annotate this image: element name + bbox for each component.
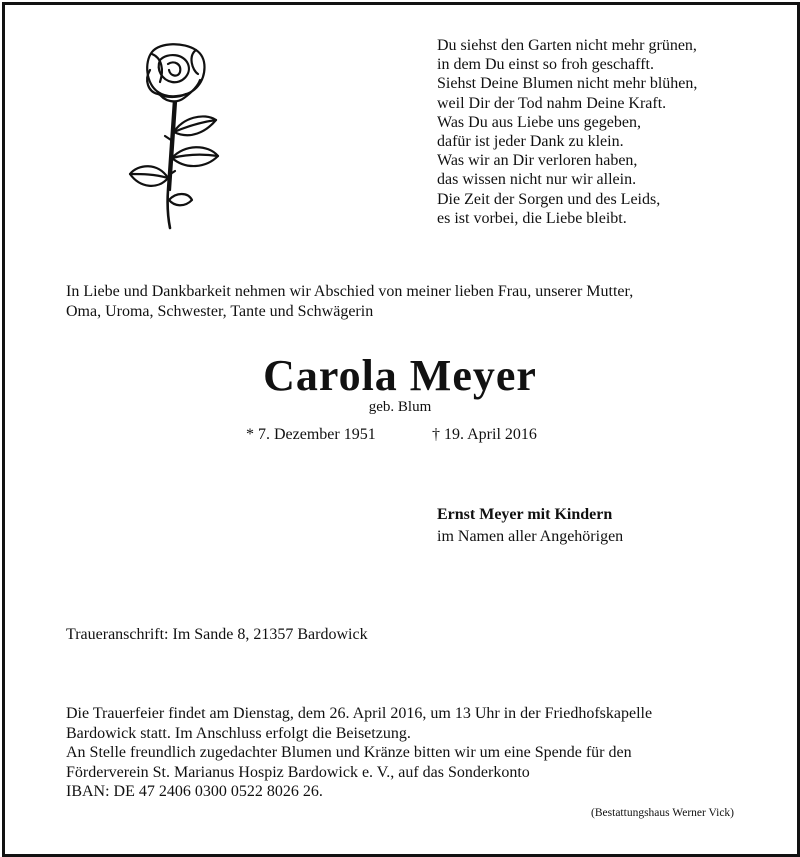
intro-line: In Liebe und Dankbarkeit nehmen wir Abschied von meiner lieben Frau, unserer Mutter, — [66, 283, 634, 300]
service-line: Die Trauerfeier findet am Dienstag, dem 26. April 2016, um 13 Uhr in der Friedhofskapelle — [66, 705, 653, 722]
poem — [437, 36, 697, 228]
death-date: † 19. April 2016 — [432, 426, 537, 443]
intro-text — [66, 282, 633, 322]
poem-line: Was Du aus Liebe uns gegeben, — [437, 113, 641, 131]
family-name: Ernst Meyer mit Kindern — [437, 506, 613, 523]
service-line: An Stelle freundlich zugedachter Blumen und Kränze bitten wir um eine Spende für den — [66, 744, 632, 761]
rose-icon — [122, 40, 232, 230]
service-line: IBAN: DE 47 2406 0300 0522 8026 26. — [66, 783, 323, 800]
undertaker-credit: (Bestattungshaus Werner Vick) — [591, 807, 734, 819]
poem-line: es ist vorbei, die Liebe bleibt. — [437, 209, 627, 227]
mourning-address: Traueranschrift: Im Sande 8, 21357 Bardowick — [66, 626, 368, 643]
service-line: Bardowick statt. Im Anschluss erfolgt die Beisetzung. — [66, 724, 411, 742]
maiden-name: geb. Blum — [368, 399, 432, 415]
family-note: im Namen aller Angehörigen — [437, 528, 624, 545]
service-info — [66, 704, 652, 802]
deceased-name: Carola Meyer — [263, 351, 537, 400]
poem-line: Siehst Deine Blumen nicht mehr blühen, — [437, 75, 698, 93]
intro-line: Oma, Uroma, Schwester, Tante und Schwägerin — [66, 303, 374, 320]
poem-line: das wissen nicht nur wir allein. — [437, 171, 637, 189]
poem-line: Was wir an Dir verloren haben, — [437, 152, 638, 170]
service-line: Förderverein St. Marianus Hospiz Bardowick e. V., auf das Sonderkonto — [66, 763, 530, 781]
poem-line: Die Zeit der Sorgen und des Leids, — [437, 190, 661, 208]
poem-line: Du siehst den Garten nicht mehr grünen, — [437, 37, 697, 54]
poem-line: in dem Du einst so froh geschafft. — [437, 56, 654, 74]
poem-line: dafür ist jeder Dank zu klein. — [437, 133, 624, 151]
family-signature — [437, 504, 623, 548]
birth-date: * 7. Dezember 1951 — [246, 426, 376, 443]
poem-line: weil Dir der Tod nahm Deine Kraft. — [437, 94, 667, 112]
